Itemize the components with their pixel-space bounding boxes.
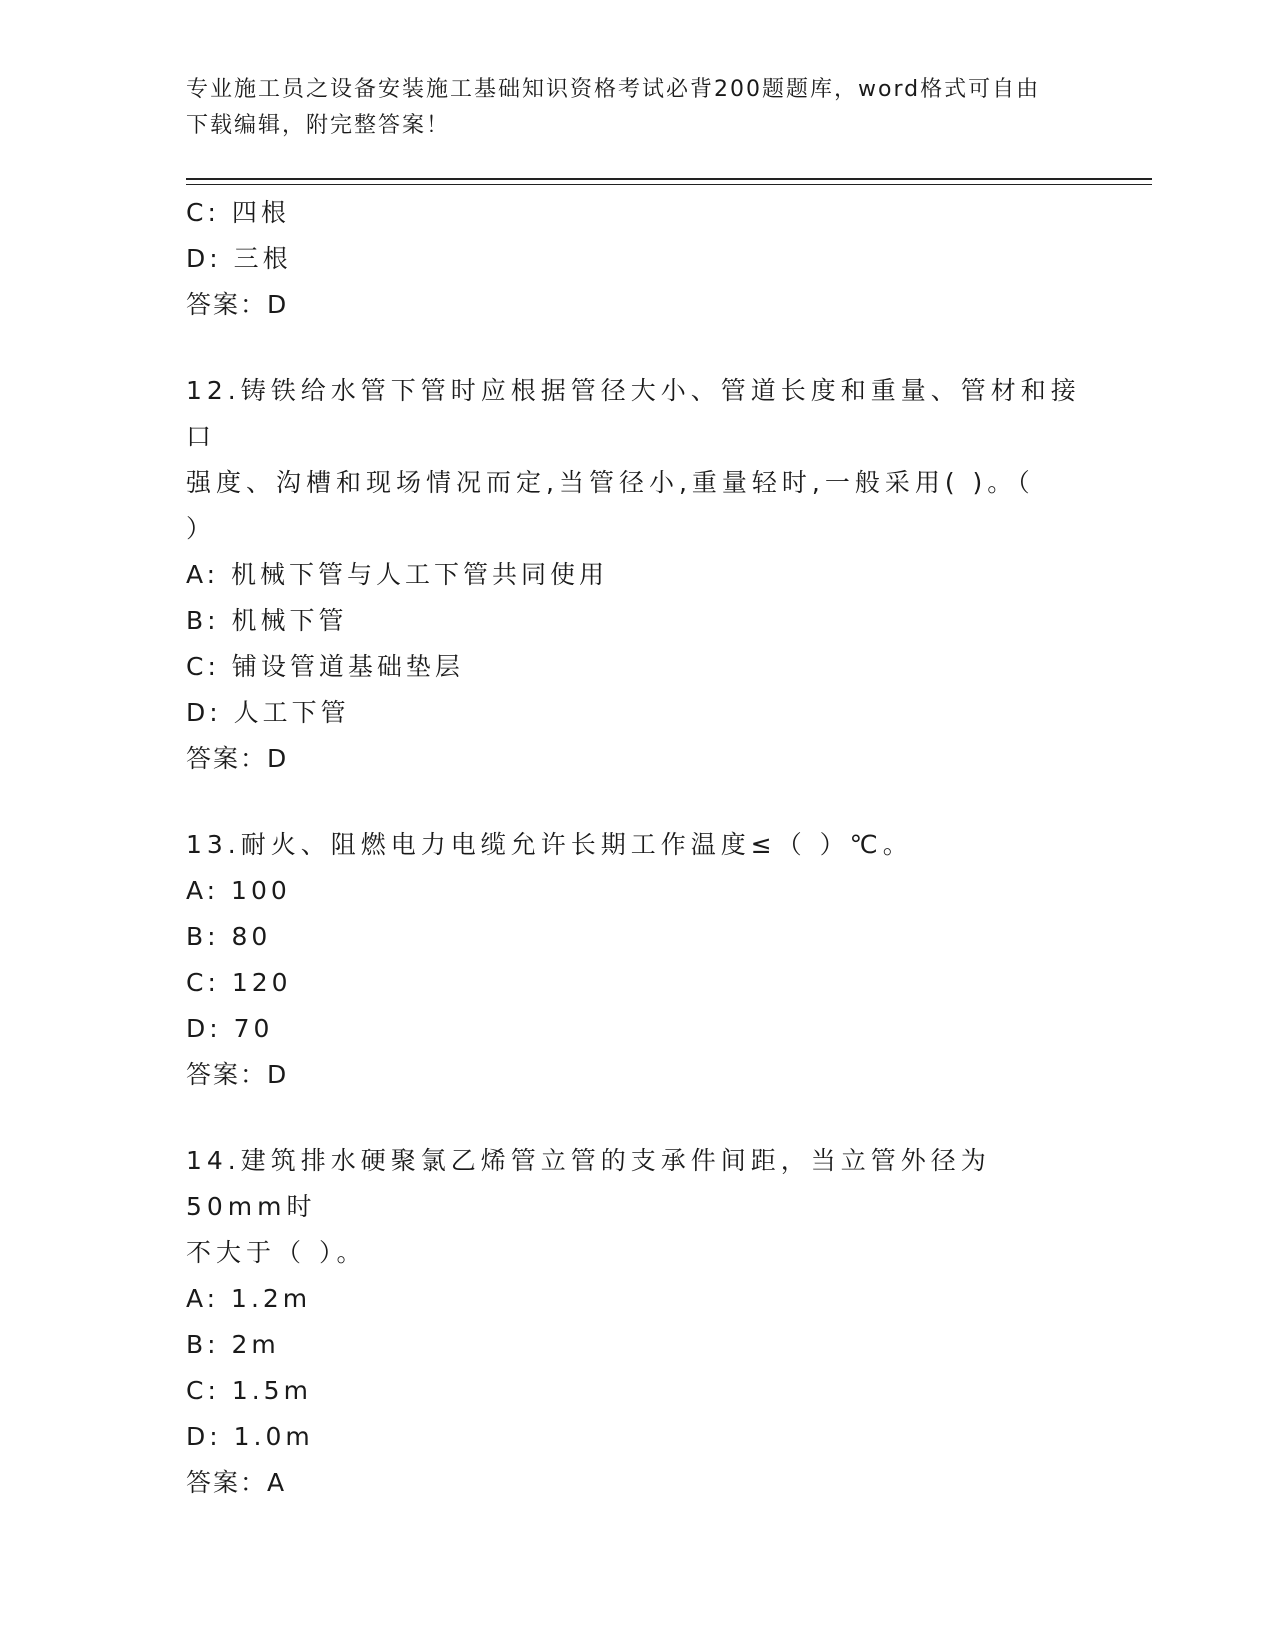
question-14 bbox=[186, 1138, 1086, 1506]
spacer bbox=[186, 1098, 1086, 1138]
question-text-line: ） bbox=[186, 514, 217, 543]
answer: 答案：D bbox=[186, 290, 289, 319]
question-12 bbox=[186, 368, 1086, 782]
option-c: C: 四根 bbox=[186, 198, 290, 227]
answer: 答案：A bbox=[186, 1468, 287, 1497]
question-text-line: 12.铸铁给水管下管时应根据管径大小、管道长度和重量、管材和接口 bbox=[186, 376, 1081, 451]
header-rule-thin bbox=[186, 184, 1152, 185]
spacer bbox=[186, 328, 1086, 368]
option-a: A: 100 bbox=[186, 876, 291, 905]
header-line-2: 下载编辑，附完整答案！ bbox=[186, 113, 451, 138]
question-13 bbox=[186, 822, 1086, 1098]
option-b: B: 2m bbox=[186, 1330, 280, 1359]
option-b: B: 机械下管 bbox=[186, 606, 348, 635]
option-c: C: 铺设管道基础垫层 bbox=[186, 652, 464, 681]
option-d: D: 三根 bbox=[186, 244, 292, 273]
option-d: D: 70 bbox=[186, 1014, 274, 1043]
question-text-line: 13.耐火、阻燃电力电缆允许长期工作温度≤（ ）℃。 bbox=[186, 830, 913, 859]
question-11-tail bbox=[186, 190, 1086, 328]
option-a: A: 机械下管与人工下管共同使用 bbox=[186, 560, 609, 589]
option-b: B: 80 bbox=[186, 922, 272, 951]
option-d: D: 人工下管 bbox=[186, 698, 350, 727]
question-text-line: 不大于（ ）。 bbox=[186, 1238, 367, 1267]
option-a: A: 1.2m bbox=[186, 1284, 312, 1313]
document-header bbox=[186, 72, 1066, 144]
spacer bbox=[186, 782, 1086, 822]
question-text-line: 强度、沟槽和现场情况而定,当管径小,重量轻时,一般采用( )。（ bbox=[186, 468, 1035, 497]
document-body bbox=[186, 190, 1086, 1506]
option-c: C: 1.5m bbox=[186, 1376, 312, 1405]
header-rule-thick bbox=[186, 178, 1152, 180]
answer: 答案：D bbox=[186, 1060, 289, 1089]
header-line-1: 专业施工员之设备安装施工基础知识资格考试必背200题题库，word格式可自由 bbox=[186, 77, 1041, 102]
option-c: C: 120 bbox=[186, 968, 292, 997]
answer: 答案：D bbox=[186, 744, 289, 773]
question-text-line: 14.建筑排水硬聚氯乙烯管立管的支承件间距，当立管外径为50mm时 bbox=[186, 1146, 991, 1221]
option-d: D: 1.0m bbox=[186, 1422, 314, 1451]
